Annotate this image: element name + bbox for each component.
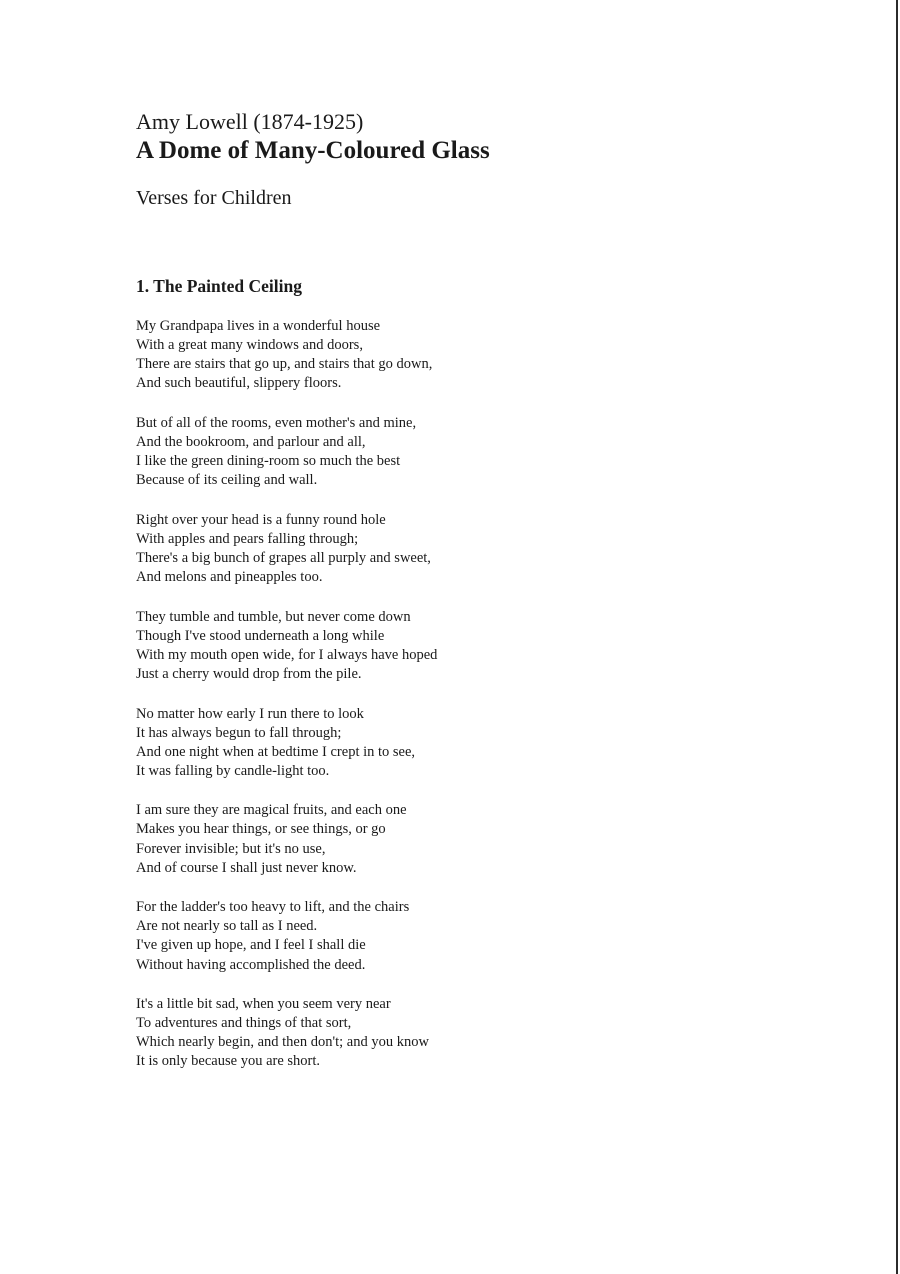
stanza: [136, 801, 656, 877]
author-line: Amy Lowell (1874-1925): [136, 109, 364, 134]
poem-line: Makes you hear things, or see things, or go: [136, 821, 386, 838]
book-title: A Dome of Many-Coloured Glass: [136, 137, 490, 164]
poem-line: They tumble and tumble, but never come down: [136, 608, 411, 625]
poem-line: It was falling by candle-light too.: [136, 762, 330, 779]
poem-line: Though I've stood underneath a long while: [136, 627, 385, 644]
poem-line: But of all of the rooms, even mother's and mine,: [136, 414, 417, 431]
poem-line: With a great many windows and doors,: [136, 337, 363, 354]
poem-line: And the bookroom, and parlour and all,: [136, 433, 366, 450]
stanza: [136, 898, 656, 974]
poem-line: It is only because you are short.: [136, 1053, 321, 1070]
stanza: [136, 414, 656, 490]
stanza: [136, 317, 656, 393]
poem-line: For the ladder's too heavy to lift, and the chairs: [136, 899, 410, 916]
stanza: [136, 705, 656, 781]
book-subtitle: Verses for Children: [136, 187, 292, 209]
poem-line: Because of its ceiling and wall.: [136, 472, 318, 489]
poem-line: And melons and pineapples too.: [136, 569, 323, 586]
poem-line: With my mouth open wide, for I always have hoped: [136, 646, 438, 663]
poem-line: It has always begun to fall through;: [136, 724, 342, 741]
poem-line: And of course I shall just never know.: [136, 859, 357, 876]
poem-title: 1. The Painted Ceiling: [136, 276, 302, 296]
poem-line: Forever invisible; but it's no use,: [136, 840, 326, 857]
poem-line: Are not nearly so tall as I need.: [136, 918, 318, 935]
poem-line: And such beautiful, slippery floors.: [136, 375, 342, 392]
stanza: [136, 511, 656, 587]
poem-line: I like the green dining-room so much the best: [136, 453, 401, 470]
poem-line: Right over your head is a funny round hole: [136, 511, 386, 528]
poem-body: [136, 317, 656, 1092]
poem-line: With apples and pears falling through;: [136, 530, 359, 547]
stanza: [136, 995, 656, 1071]
poem-line: No matter how early I run there to look: [136, 705, 364, 722]
poem-line: There's a big bunch of grapes all purply and sweet,: [136, 549, 431, 566]
poem-line: Just a cherry would drop from the pile.: [136, 665, 362, 682]
poem-line: And one night when at bedtime I crept in to see,: [136, 743, 416, 760]
poem-line: Which nearly begin, and then don't; and you know: [136, 1034, 429, 1051]
poem-line: Without having accomplished the deed.: [136, 956, 366, 973]
stanza: [136, 608, 656, 684]
poem-line: My Grandpapa lives in a wonderful house: [136, 318, 381, 334]
poem-line: It's a little bit sad, when you seem very near: [136, 996, 391, 1013]
poem-line: I've given up hope, and I feel I shall die: [136, 937, 366, 954]
poem-line: To adventures and things of that sort,: [136, 1015, 352, 1032]
poem-line: I am sure they are magical fruits, and each one: [136, 802, 407, 819]
poem-line: There are stairs that go up, and stairs that go down,: [136, 356, 433, 373]
